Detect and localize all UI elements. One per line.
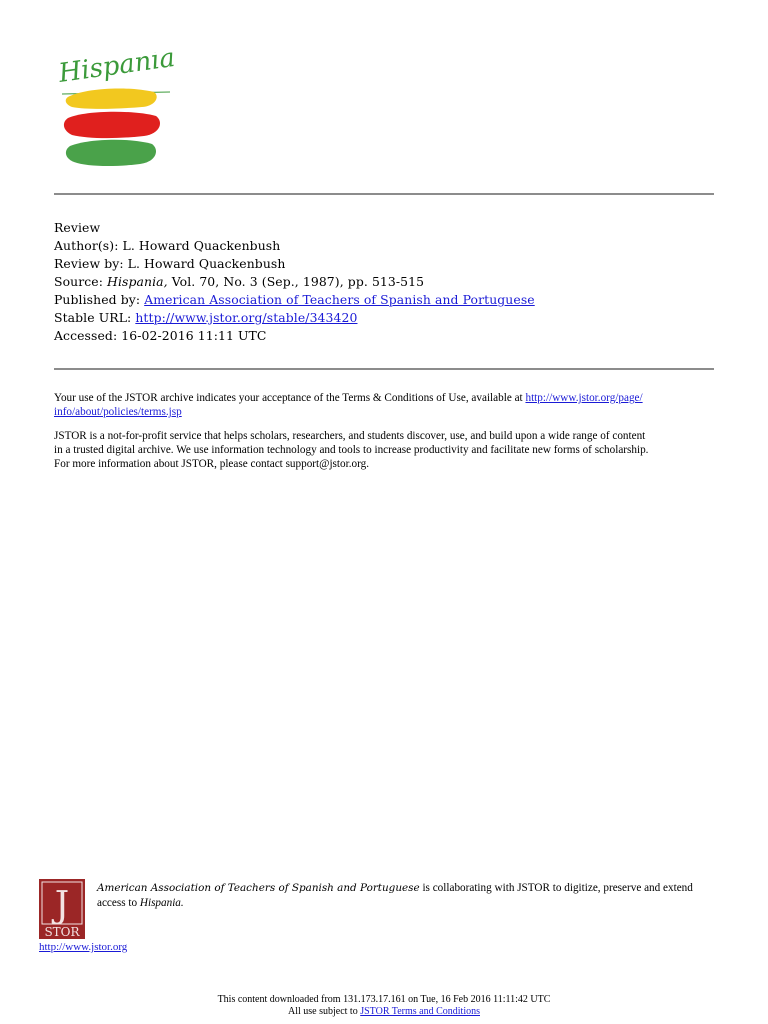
collaboration-notice: American Association of Teachers of Spanish and Portuguese is collaborating with JSTOR to digitize, preserve and extend access to Hispania.	[97, 882, 693, 909]
publisher-link[interactable]: American Association of Teachers of Spanish and Portuguese	[144, 292, 535, 307]
terms-link-part2[interactable]: info/about/policies/terms.jsp	[54, 406, 182, 418]
terms-notice	[54, 391, 714, 481]
top-divider	[54, 193, 714, 195]
stable-url-link[interactable]: http://www.jstor.org/stable/343420	[135, 310, 358, 325]
use-terms-line: All use subject to JSTOR Terms and Conditions	[288, 1006, 480, 1017]
accessed-line: Accessed: 16-02-2016 11:11 UTC	[54, 328, 267, 343]
download-footer	[0, 994, 768, 1018]
hispania-logo	[58, 52, 176, 174]
review-by-line: Review by: L. Howard Quackenbush	[54, 256, 286, 271]
jstor-terms-link[interactable]: JSTOR Terms and Conditions	[360, 1006, 480, 1017]
jstor-info-paragraph: JSTOR is a not-for-profit service that helps scholars, researchers, and students discover, use, and build upon a wide range of content in a trusted digital archive. We use information technology and tools to increase productivity and facilitate new forms of scholarship. For more information about JSTOR, please contact support@jstor.org.	[54, 430, 649, 470]
article-metadata	[54, 219, 714, 345]
published-by-line: Published by: American Association of Teachers of Spanish and Portuguese	[54, 292, 535, 307]
stable-url-line: Stable URL: http://www.jstor.org/stable/343420	[54, 310, 358, 325]
download-info: This content downloaded from 131.173.17.161 on Tue, 16 Feb 2016 11:11:42 UTC	[217, 994, 551, 1005]
hispania-logo-text: Hispania	[58, 52, 176, 89]
terms-link-part1[interactable]: http://www.jstor.org/page/	[525, 392, 643, 404]
jstor-logo-letter: J	[54, 885, 70, 926]
jstor-home-link[interactable]: http://www.jstor.org	[39, 941, 128, 953]
authors-line: Author(s): L. Howard Quackenbush	[54, 238, 281, 253]
jstor-logo-text: STOR	[44, 925, 80, 939]
source-line: Source: Hispania, Vol. 70, No. 3 (Sep., 1987), pp. 513-515	[54, 274, 425, 289]
article-title: Review	[54, 220, 101, 235]
jstor-logo[interactable]	[39, 879, 85, 939]
terms-paragraph: Your use of the JSTOR archive indicates your acceptance of the Terms & Conditions of Use, available at http://www.jstor.org/page/ info/about/policies/terms.jsp	[54, 392, 643, 418]
middle-divider	[54, 368, 714, 370]
